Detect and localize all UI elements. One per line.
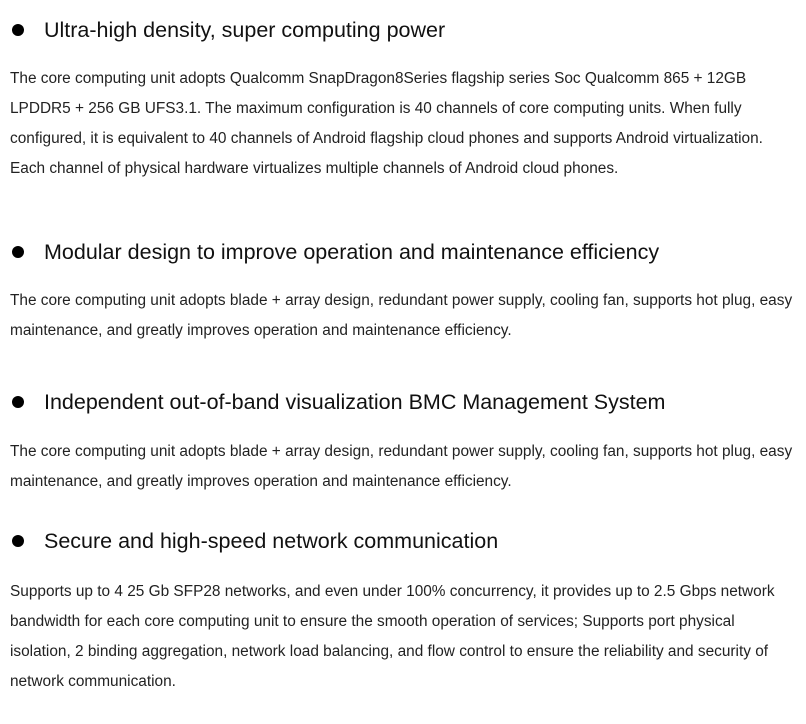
section-heading	[10, 15, 796, 45]
section-bmc-management	[10, 387, 796, 497]
section-heading	[10, 387, 796, 417]
section-computing-power	[10, 15, 796, 184]
section-body: The core computing unit adopts blade + array design, redundant power supply, cooling fan, supports hot plug, easy maintenance, and greatly improves operation and maintenance efficiency.	[10, 443, 793, 490]
section-body: The core computing unit adopts blade + array design, redundant power supply, cooling fan, supports hot plug, easy maintenance, and greatly improves operation and maintenance efficiency.	[10, 292, 793, 339]
section-heading	[10, 526, 796, 556]
section-heading	[10, 237, 796, 267]
section-body: The core computing unit adopts Qualcomm SnapDragon8Series flagship series Soc Qualcomm 865 + 12GB LPDDR5 + 256 GB UFS3.1. The maximum configuration is 40 channels of core computing units. When fully configured, it is equivalent to 40 channels of Android flagship cloud phones and supports Android virtualization. Each channel of physical hardware virtualizes multiple channels of Android cloud phones.	[10, 70, 763, 177]
heading-text: Secure and high-speed network communication	[44, 528, 499, 553]
heading-text: Independent out-of-band visualization BMC Management System	[44, 389, 666, 414]
section-body: Supports up to 4 25 Gb SFP28 networks, and even under 100% concurrency, it provides up to 2.5 Gbps network bandwidth for each core computing unit to ensure the smooth operation of services; Supports port physical isolation, 2 binding aggregation, network load balancing, and flow control to ensure the reliability and security of network communication.	[10, 583, 775, 690]
heading-text: Ultra-high density, super computing power	[44, 17, 446, 42]
section-network-communication	[10, 526, 796, 697]
section-modular-design	[10, 237, 796, 346]
bullet-icon	[12, 246, 24, 258]
bullet-icon	[12, 396, 24, 408]
bullet-icon	[12, 24, 24, 36]
heading-text: Modular design to improve operation and maintenance efficiency	[44, 239, 660, 264]
bullet-icon	[12, 535, 24, 547]
